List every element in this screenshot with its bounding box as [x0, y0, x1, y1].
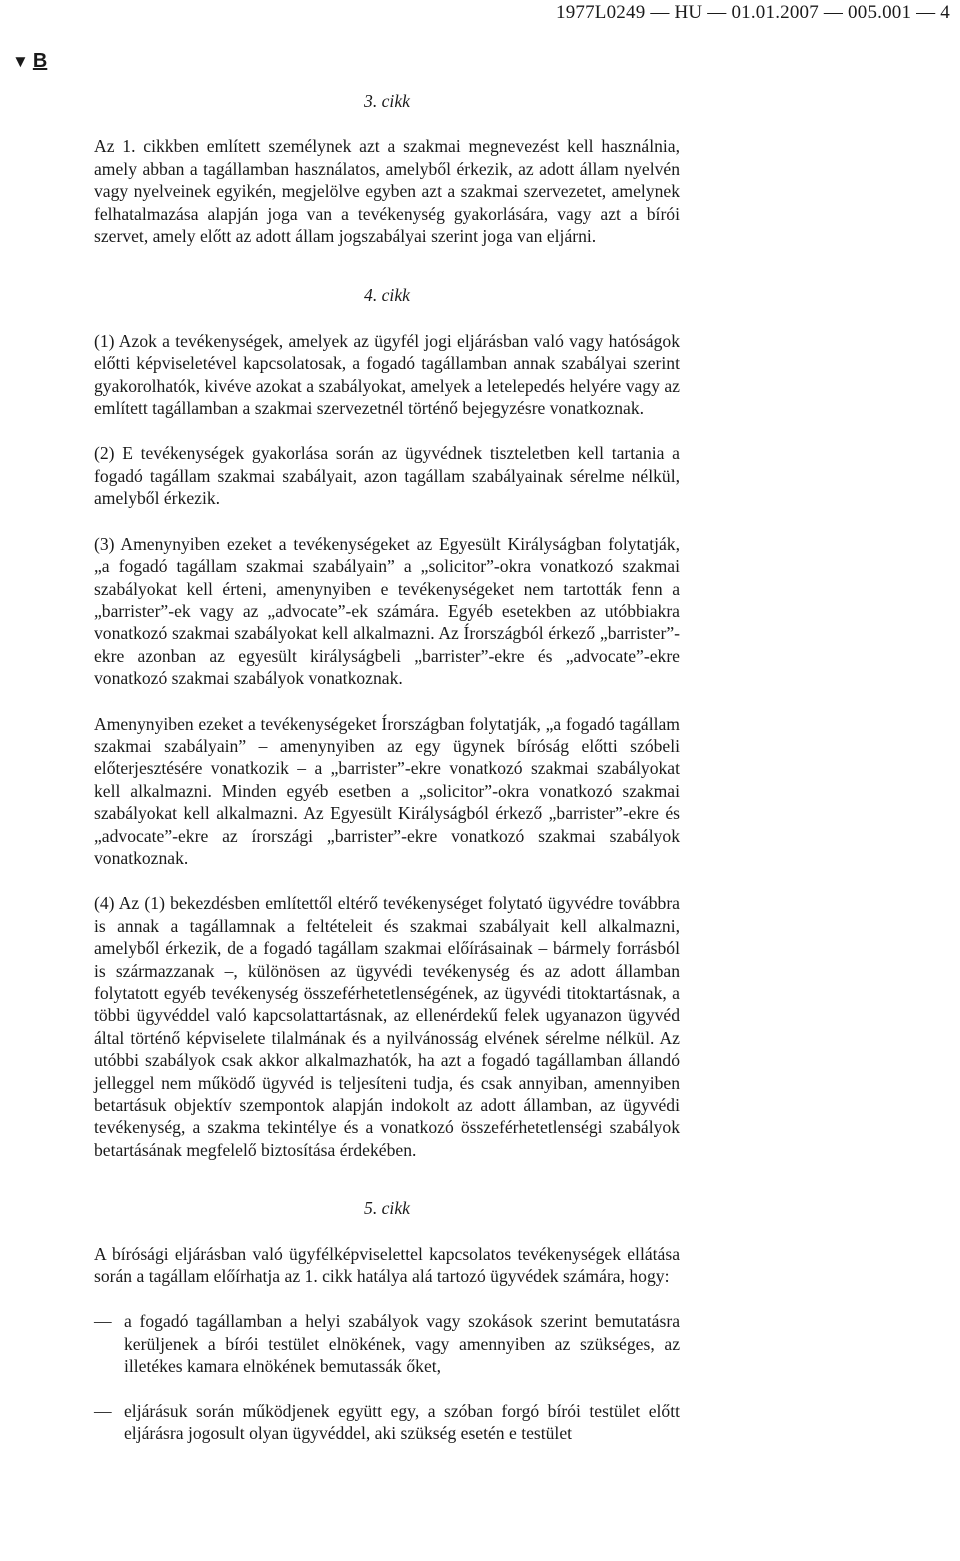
article-4-title: 4. cikk — [364, 285, 410, 306]
list-item — [94, 1400, 680, 1445]
article-5-intro: A bírósági eljárásban való ügyfélképviselettel kapcsolatos tevékenységek ellátása során a tagállam előírhatja az 1. cikk hatálya alá tartozó ügyvédek számára, hogy: — [94, 1243, 680, 1287]
article-4-paragraph-2: (2) E tevékenységek gyakorlása során az ügyvédnek tiszteletben kell tartania a fogadó tagállam szakmai szabályait, azon tagállam szabályainak sérelme nélkül, amelyből érkezik. — [94, 443, 680, 509]
triangle-down-icon: ▼ — [12, 51, 29, 71]
article-3-text: Az 1. cikkben említett személynek azt a szakmai megnevezést kell használnia, amely abban a tagállamban használatos, amelyből érkezik, az adott állam nyelvén vagy nyelveinek egyikén, megjelölve egyben azt a szakmai szervezetet, amelynek felhatalmazása alapján joga van a tevékenység gyakorlására, vagy azt a bírói szervet, amely előtt az adott állam jogszabályai szerint joga van eljárni. — [94, 136, 680, 247]
article-4-paragraph-4: (4) Az (1) bekezdésben említettől eltérő tevékenységet folytató ügyvédre továbbra is annak a tagállamnak a feltételeit és szakmai szabályait kell alkalmazni, amelyből érkezik, de a fogadó tagállam szakmai előírásainak – bármely forrásból is származzanak –, különösen az ügyvédi tevékenység és az adott államban folytatott egyéb tevékenység összeférhetetlenségének, az ügyvédi titoktartásnak, a többi ügyvéddel való kapcsolattartásnak, az ellenérdekű felek ugyanazon ügyvéd által történő képviselete tilalmának és a nyilvánosság elvének sérelme nélkül. Az utóbbi szabályok csak akkor alkalmazhatók, ha azt a fogadó tagállamban állandó jelleggel nem működő ügyvéd is teljesíteni tudja, és csak annyiban, amennyiben betartásuk objektív szempontok alapján indokolt az adott államban, az ügyvédi tevékenység, a szakma tekintélye és a vonatkozó összeférhetetlenségi szabályok betartásának megfelelő biztosítása érdekében. — [94, 893, 680, 1160]
article-5-list — [94, 1310, 680, 1444]
article-5-title: 5. cikk — [364, 1198, 410, 1219]
marker-letter-link[interactable]: B — [32, 50, 48, 72]
article-4-paragraph-3-continued: Amenynyiben ezeket a tevékenységeket Írországban folytatják, „a fogadó tagállam szakmai szabályain” – amenynyiben az egy ügynek bíróság előtti szóbeli előterjesztésére vonatkozik – a „barrister”-ekre vonatkozó szakmai szabályokat kell alkalmazni. Minden egyéb esetben a „solicitor”-okra vonatkozó szakmai szabályokat kell alkalmazni. Az Egyesült Királyságból érkező „barrister”-ekre és „advocate”-ekre az írországi „barrister”-ekre vonatkozó szakmai szabályok vonatkoznak. — [94, 713, 680, 868]
list-item-text: a fogadó tagállamban a helyi szabályok vagy szokások szerint bemutatásra kerüljenek a bírói testület elnökének, vagy amennyiben az szükséges, az illetékes kamara elnökének bemutassák őket, — [124, 1311, 680, 1377]
amendment-marker — [12, 50, 47, 73]
list-item — [94, 1310, 680, 1377]
document-body — [94, 88, 680, 1467]
article-4-paragraph-1: (1) Azok a tevékenységek, amelyek az ügyfél jogi eljárásban való vagy hatóságok előtti képviseletével kapcsolatosak, a fogadó tagállamban annak szabályai szerint gyakorolhatók, kivéve azokat a szabályokat, amelyek a letelepedés helyére vagy az említett tagállamban a szakmai szervezetnél történő bejegyzésre vonatkoznak. — [94, 330, 680, 419]
article-3-title: 3. cikk — [364, 91, 410, 111]
dash-bullet: — — [94, 1400, 112, 1421]
article-4-paragraph-3: (3) Amenynyiben ezeket a tevékenységeket az Egyesült Királyságban folytatják, „a fogadó tagállam szakmai szabályain” a „solicitor”-okra vonatkozó szakmai szabályokat kell érteni, amenynyiben e tevékenységeket nem tartották fenn a „barrister”-ek vagy az „advocate”-ek számára. Egyéb esetekben az utóbbiakra vonatkozó szakmai szabályokat kell alkalmazni. Az Írországból érkező „barrister”-ekre azonban az egyesült királyságbeli „barrister”-ekre és „advocate”-ekre vonatkozó szakmai szabályok vonatkoznak. — [94, 533, 680, 689]
document-reference-header: 1977L0249 — HU — 01.01.2007 — 005.001 — 4 — [556, 2, 950, 23]
list-item-text: eljárásuk során működjenek együtt egy, a szóban forgó bírói testület előtt eljárásra jogosult olyan ügyvéddel, aki szükség esetén e testület — [124, 1400, 680, 1444]
dash-bullet: — — [94, 1311, 112, 1332]
